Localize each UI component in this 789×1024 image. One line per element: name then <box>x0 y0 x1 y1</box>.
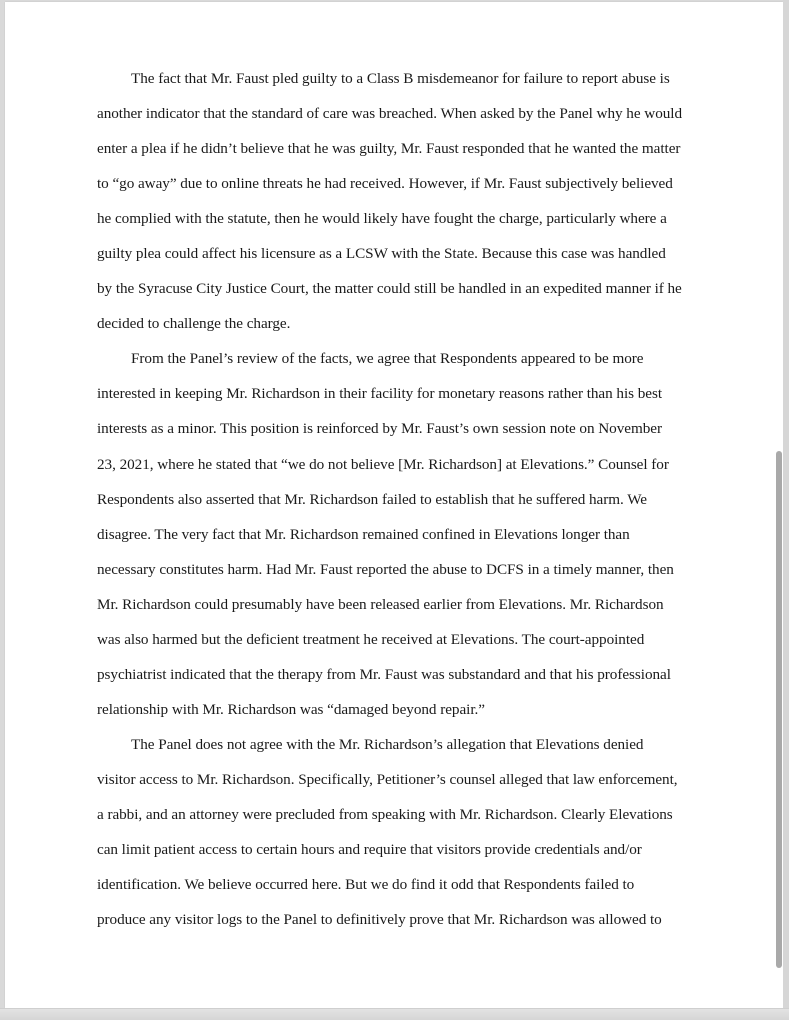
text-line: to “go away” due to online threats he had received. However, if Mr. Faust subjectively believed <box>97 175 673 193</box>
next-page-edge <box>0 1020 789 1024</box>
text-line: necessary constitutes harm. Had Mr. Faust reported the abuse to DCFS in a timely manner, then <box>97 560 674 578</box>
text-line: Mr. Richardson could presumably have been released earlier from Elevations. Mr. Richardson <box>97 595 664 613</box>
document-body <box>97 61 697 937</box>
text-line: From the Panel’s review of the facts, we agree that Respondents appeared to be more <box>131 350 644 368</box>
text-line: The Panel does not agree with the Mr. Richardson’s allegation that Elevations denied <box>131 735 644 753</box>
text-line: produce any visitor logs to the Panel to definitively prove that Mr. Richardson was allowed to <box>97 911 662 929</box>
text-line: disagree. The very fact that Mr. Richardson remained confined in Elevations longer than <box>97 525 630 543</box>
text-line: a rabbi, and an attorney were precluded from speaking with Mr. Richardson. Clearly Elevations <box>97 805 673 823</box>
scrollbar-thumb[interactable] <box>776 451 782 968</box>
paragraph <box>97 61 697 341</box>
text-line: by the Syracuse City Justice Court, the matter could still be handled in an expedited manner if he <box>97 280 682 298</box>
text-line: was also harmed but the deficient treatment he received at Elevations. The court-appointed <box>97 630 645 648</box>
text-line: 23, 2021, where he stated that “we do not believe [Mr. Richardson] at Elevations.” Counsel for <box>97 455 669 473</box>
text-line: another indicator that the standard of care was breached. When asked by the Panel why he would <box>97 105 683 123</box>
text-line: The fact that Mr. Faust pled guilty to a Class B misdemeanor for failure to report abuse is <box>131 70 670 87</box>
paragraph <box>97 727 697 937</box>
text-line: enter a plea if he didn’t believe that he was guilty, Mr. Faust responded that he wanted the matter <box>97 140 681 158</box>
text-line: Respondents also asserted that Mr. Richardson failed to establish that he suffered harm. We <box>97 490 647 508</box>
text-line: psychiatrist indicated that the therapy from Mr. Faust was substandard and that his professional <box>97 665 671 683</box>
text-line: relationship with Mr. Richardson was “damaged beyond repair.” <box>97 700 485 718</box>
scrollbar-track[interactable] <box>783 0 789 1024</box>
text-line: guilty plea could affect his licensure as a LCSW with the State. Because this case was handled <box>97 245 666 263</box>
text-line: can limit patient access to certain hours and require that visitors provide credentials and/or <box>97 841 642 859</box>
text-line: interested in keeping Mr. Richardson in their facility for monetary reasons rather than his best <box>97 385 662 403</box>
text-line: decided to challenge the charge. <box>97 315 291 333</box>
paragraph <box>97 341 697 727</box>
text-line: he complied with the statute, then he would likely have fought the charge, particularly where a <box>97 210 667 228</box>
text-line: interests as a minor. This position is reinforced by Mr. Faust’s own session note on November <box>97 420 662 438</box>
text-line: visitor access to Mr. Richardson. Specifically, Petitioner’s counsel alleged that law enforcement, <box>97 770 678 788</box>
text-line: identification. We believe occurred here. But we do find it odd that Respondents failed to <box>97 876 635 894</box>
